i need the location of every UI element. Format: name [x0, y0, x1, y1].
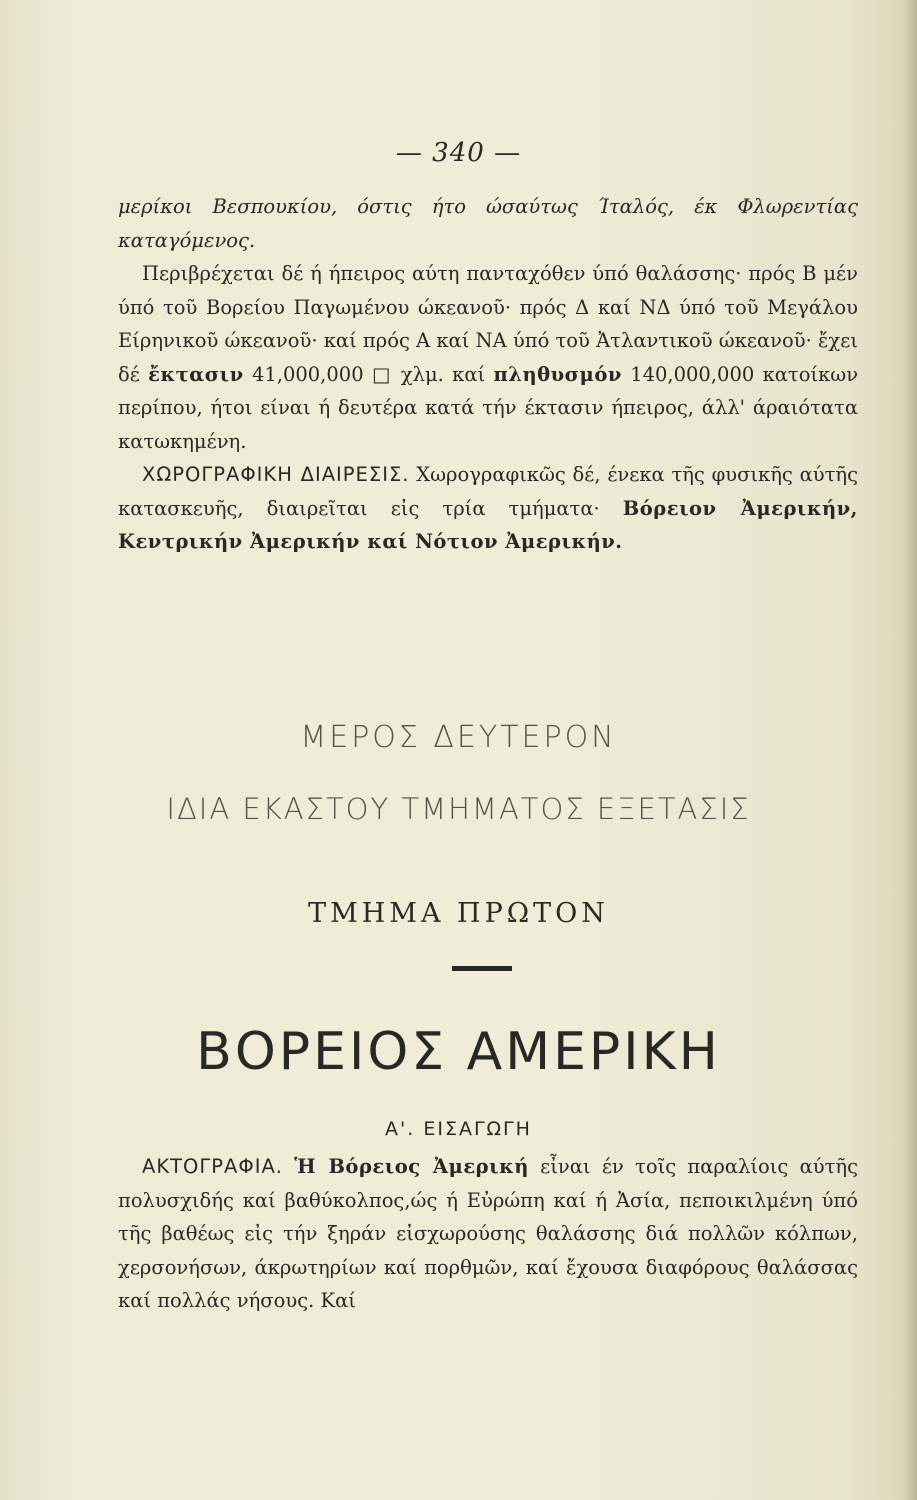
geo-divisions: Βόρειον Ἀμερικήν, Κεντρικήν Ἀμερικήν καί Νότιον Ἀμερικήν.: [118, 496, 858, 553]
boundaries-text: Περιβρέχεται δέ ή ήπειρος αύτη πανταχόθεν ύπό θαλάσσης· πρός Β μέν ύπό τοῦ Βορείου Παγωμένου ώκεανοῦ· πρός Δ καί ΝΔ ύπό τοῦ Μεγάλου Είρηνικοῦ ώκεανοῦ· καί πρός Α καί ΝΑ ύπό τοῦ Ἀτλαντικοῦ ώκεανοῦ· ἔχει δέ: [118, 262, 858, 386]
coast-heading: ΑΚΤΟΓΡΑΦΙΑ.: [142, 1155, 283, 1178]
population-text: 140,000,000 κατοίκων περίπου, ήτοι είναι ή δευτέρα κατά τήν έκτασιν ήπειρος, άλλ' άραιότατα κατωκημένη.: [118, 362, 859, 453]
square-mark: □: [371, 362, 393, 386]
geo-text: Χωρογραφικῶς δέ, ένεκα τῆς φυσικῆς αύτῆς κατασκευῆς, διαιρεῖται εἰς τρία τμήματα·: [118, 463, 859, 520]
chapter-title: ΒΟΡΕΙΟΣ ΑΜΕΡΙΚΗ: [196, 1022, 721, 1082]
area-label: ἔκτασιν: [148, 362, 244, 386]
page-number: — 340 —: [395, 138, 522, 168]
coast-paragraph: [118, 1150, 858, 1318]
section-title: ΤΜΗΜΑ ΠΡΩΤΟΝ: [308, 898, 609, 929]
boundaries-paragraph: [118, 257, 858, 458]
area-value: 41,000,000: [251, 362, 364, 386]
divider-rule: [452, 966, 512, 971]
population-label: πληθυσμόν: [493, 362, 622, 386]
italic-line-1: μερίκοι Βεσπουκίου, όστις ήτο ώσαύτως Ίταλός, έκ Φλωρεντίας: [118, 195, 858, 218]
intro-heading: Α'. ΕΙΣΑΓΩΓΗ: [385, 1118, 532, 1140]
paragraph-1: [118, 190, 858, 559]
area-unit: χλμ. καί: [400, 362, 486, 386]
geo-paragraph: [118, 458, 858, 559]
continuation-text: [118, 190, 858, 257]
italic-line-2: καταγόμενος.: [118, 228, 256, 252]
paragraph-2: [118, 1150, 858, 1318]
coast-subject: Ἡ Βόρειος Ἀμερική: [294, 1155, 529, 1178]
geo-heading: ΧΩΡΟΓΡΑΦΙΚΗ ΔΙΑΙΡΕΣΙΣ.: [142, 463, 410, 486]
part-title: ΜΕΡΟΣ ΔΕΥΤΕΡΟΝ: [300, 720, 617, 755]
coast-text: εἶναι έν τοῖς παραλίοις αύτῆς πολυσχιδής καί βαθύκολπος,ώς ή Εὐρώπη καί ή Ἀσία, πεποικιλμένη ύπό τῆς βαθέως εἰς τήν ξηράν εἰσχωρούσης θαλάσσης διά πολλῶν κόλπων, χερσονήσων, άκρωτηρίων καί πορθμῶν, καί ἔχουσα διαφόρους θαλάσσας καί πολλάς νήσους. Καί: [118, 1155, 859, 1312]
special-title: ΙΔΙΑ ΕΚΑΣΤΟΥ ΤΜΗΜΑΤΟΣ ΕΞΕΤΑΣΙΣ: [166, 792, 751, 826]
